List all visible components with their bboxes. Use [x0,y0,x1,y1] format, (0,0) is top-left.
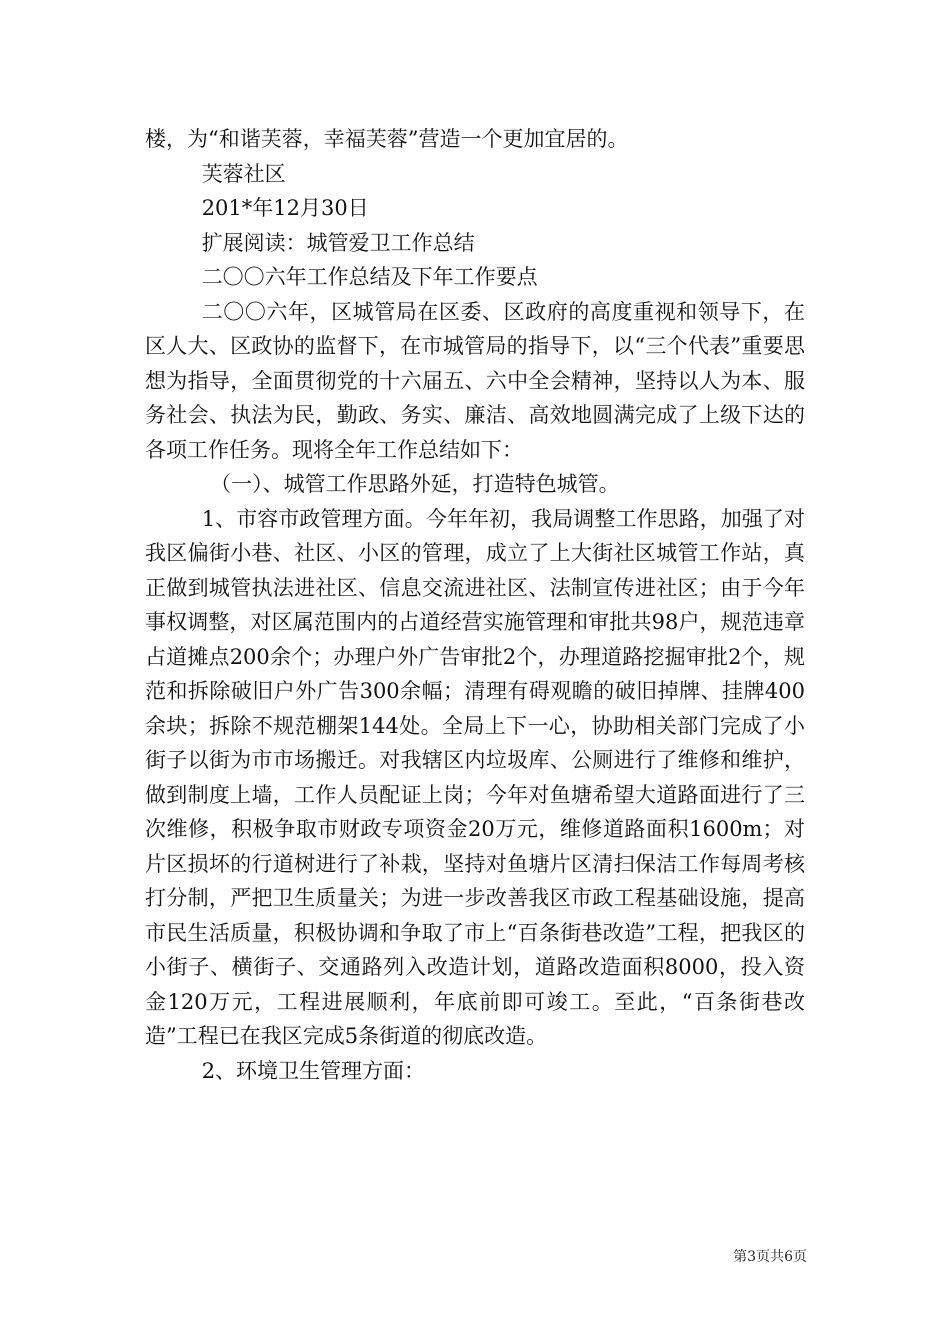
section-heading: 二〇〇六年工作总结及下年工作要点 [201,265,538,289]
page-number: 第3页共6页 [733,1249,807,1265]
paragraph-continuation: 楼，为“和谐芙蓉，幸福芙蓉”营造一个更加宜居的。 [145,127,629,151]
document-body [145,122,805,1088]
subsection-heading: （一）、城管工作思路外延，打造特色城管。 [210,472,620,496]
extended-reading-title: 扩展阅读：城管爱卫工作总结 [201,230,475,255]
paragraph-intro: 二〇〇六年，区城管局在区委、区政府的高度重视和领导下，在区人大、区政协的监督下，在市城管局的指导下，以“三个代表”重要思想为指导，全面贯彻党的十六届五、六中全会精神，坚持以人为本、服务社会、执法为民，勤政、务实、廉洁、高效地圆满完成了上级下达的各项工作任务。现将全年工作总结如下： [145,299,805,462]
paragraph-sanitation-heading: 2、环境卫生管理方面： [201,1058,426,1083]
signature-community: 芙蓉社区 [201,161,286,186]
signature-date: 201*年12月30日 [201,196,369,220]
paragraph-municipal-management: 1、市容市政管理方面。今年年初，我局调整工作思路，加强了对我区偏街小巷、社区、小区的管理，成立了上大街社区城管工作站，真正做到城管执法进社区、信息交流进社区、法制宣传进社区；由于今年事权调整，对区属范围内的占道经营实施管理和审批共98户，规范违章占道摊点200余个；办理户外广告审批2个，办理道路挖掘审批2个，规范和拆除破旧户外广告300余幅；清理有碍观瞻的破旧掉牌、挂牌400余块；拆除不规范棚架144处。全局上下一心，协助相关部门完成了小街子以街为市市场搬迁。对我辖区内垃圾库、公厕进行了维修和维护，做到制度上墙，工作人员配证上岗；今年对鱼塘希望大道路面进行了三次维修，积极争取市财政专项资金20万元，维修道路面积1600m；对片区损坏的行道树进行了补栽，坚持对鱼塘片区清扫保洁工作每周考核打分制，严把卫生质量关；为进一步改善我区市政工程基础设施，提高市民生活质量，积极协调和争取了市上“百条街巷改造”工程，把我区的小街子、横街子、交通路列入改造计划，道路改造面积8000，投入资金120万元，工程进展顺利，年底前即可竣工。至此，“百条街巷改造”工程已在我区完成5条街道的彻底改造。 [145,506,805,1048]
